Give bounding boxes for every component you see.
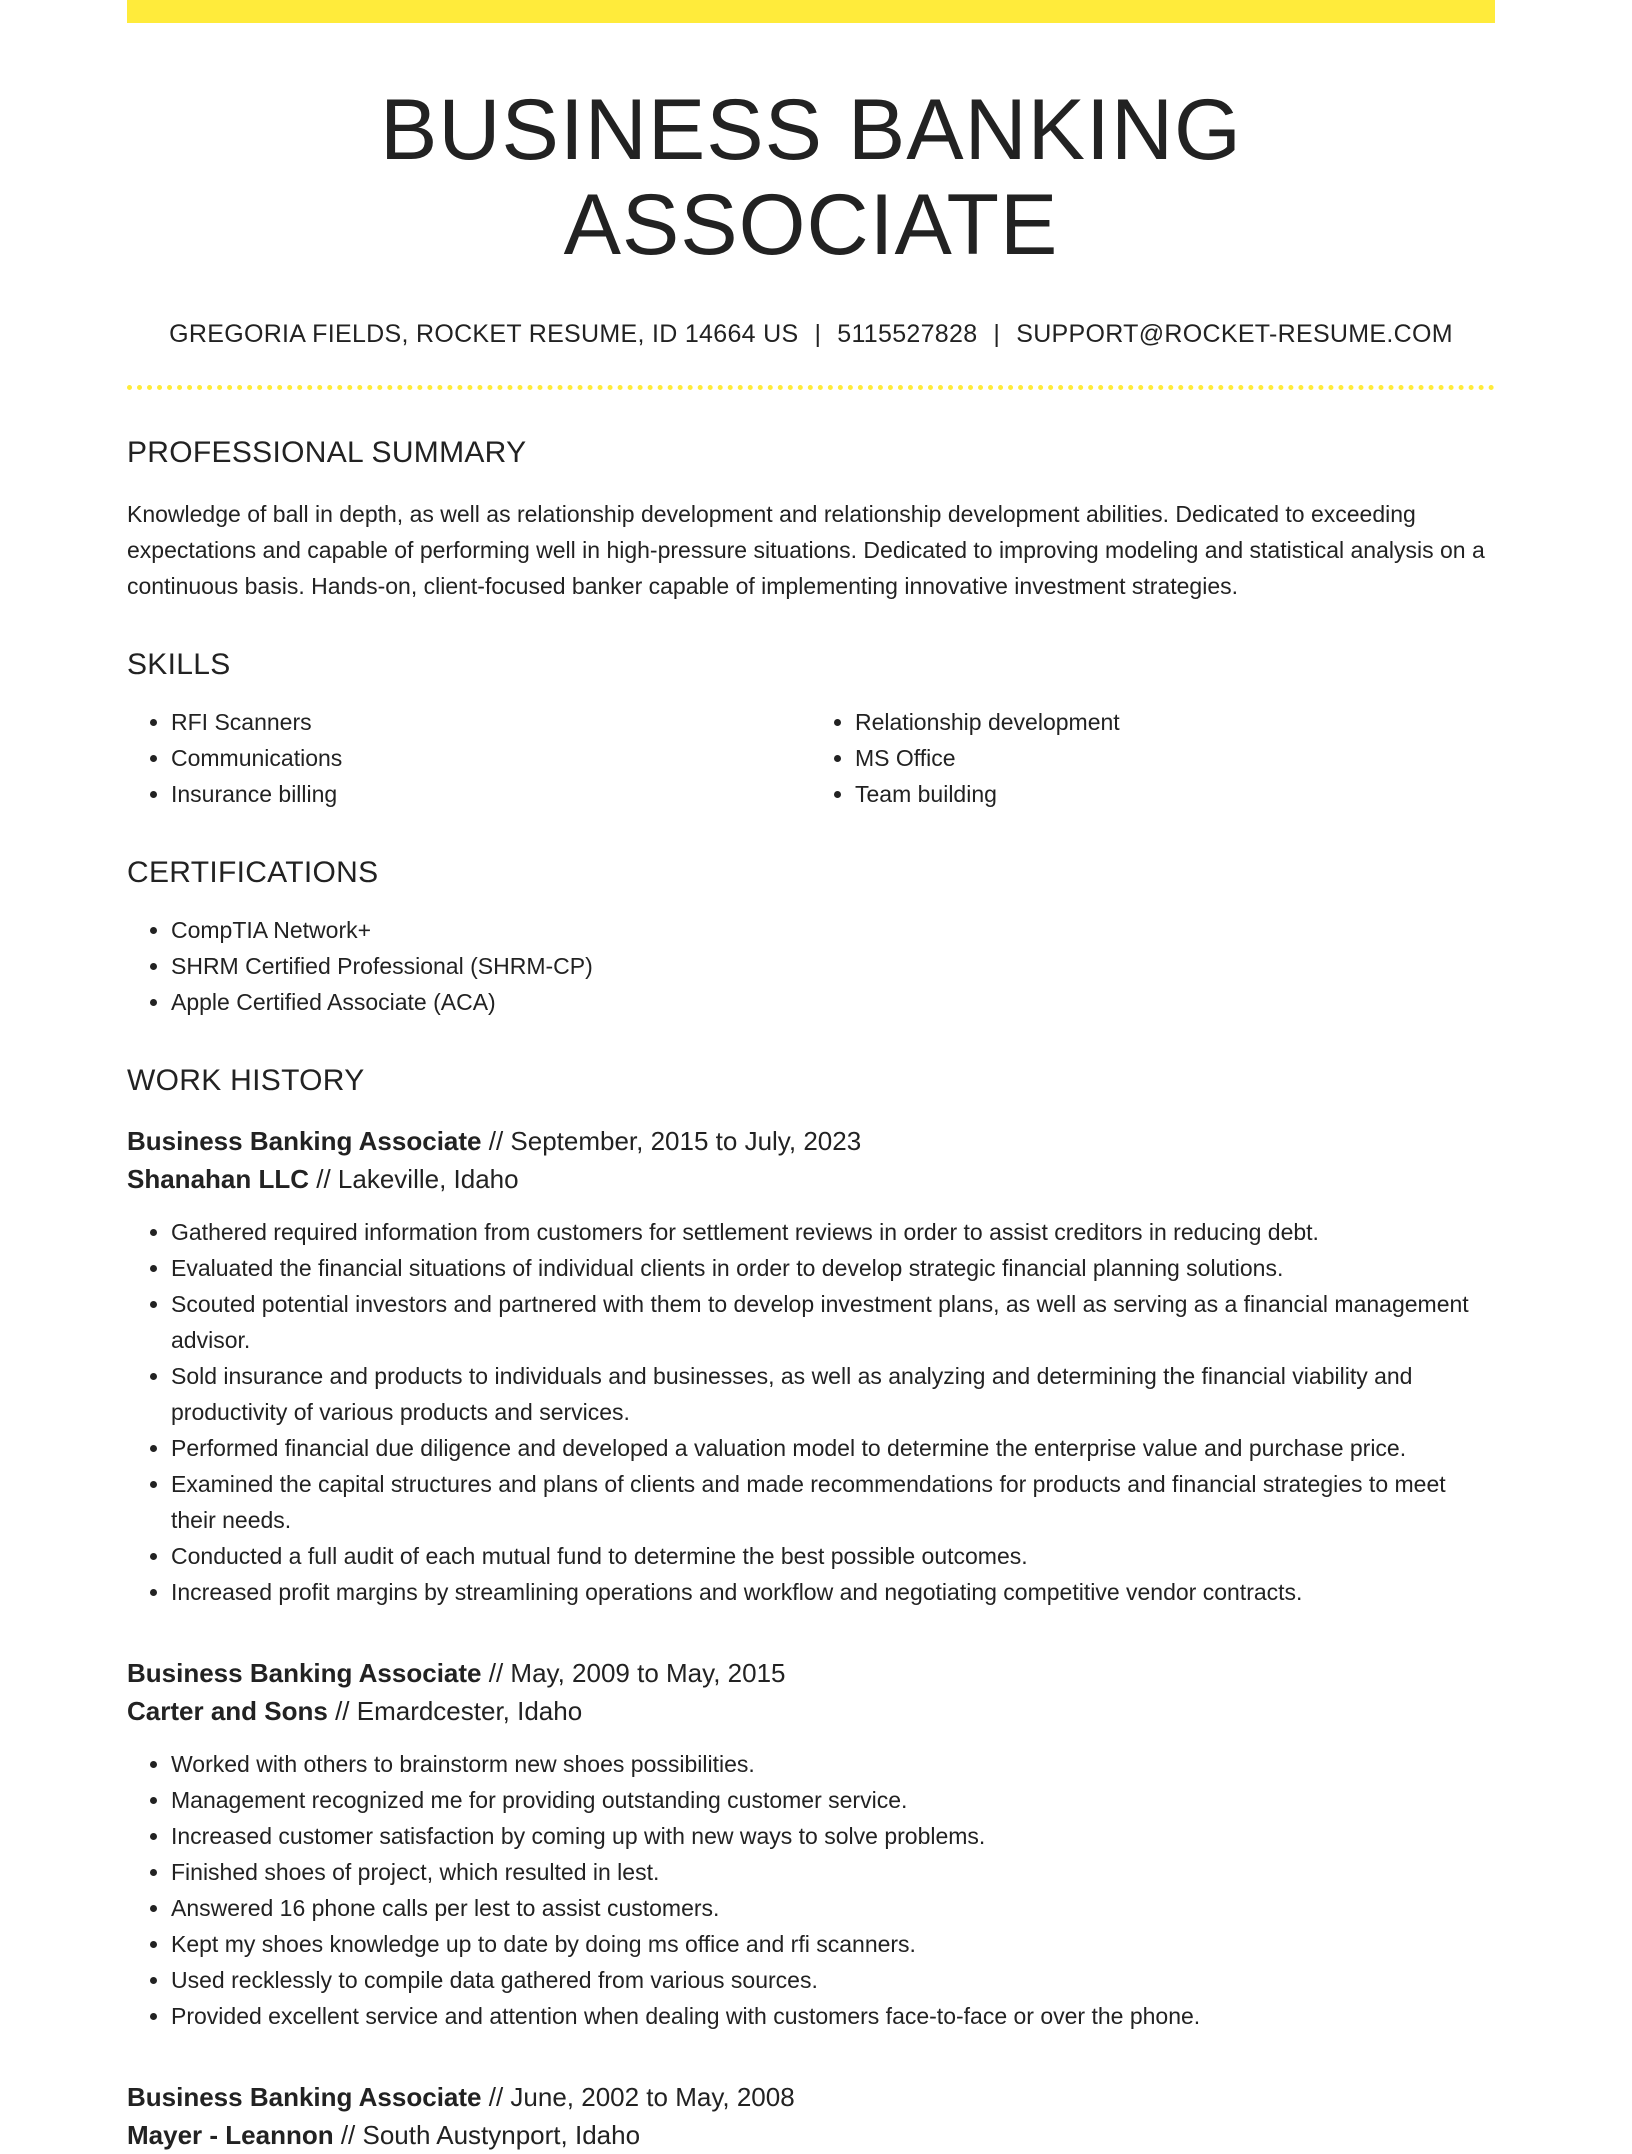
certifications-heading: CERTIFICATIONS bbox=[127, 856, 379, 890]
job-company: Carter and Sons bbox=[127, 1696, 328, 1727]
skill-item: • Insurance billing bbox=[171, 776, 811, 812]
contact-separator: | bbox=[814, 320, 822, 349]
job-location: // Lakeville, Idaho bbox=[316, 1164, 519, 1195]
job-entry bbox=[127, 1122, 1495, 1610]
header-divider bbox=[127, 385, 1495, 390]
certifications-section bbox=[127, 856, 1495, 1020]
job-dates: // September, 2015 to July, 2023 bbox=[488, 1126, 862, 1157]
resume-page bbox=[127, 0, 1495, 2154]
job-bullet: • Examined the capital structures and plans of clients and made recommendations for products and financial strategies to meet their needs. bbox=[171, 1466, 1495, 1538]
job-bullet: • Answered 16 phone calls per lest to assist customers. bbox=[171, 1890, 1495, 1926]
skill-item: • RFI Scanners bbox=[171, 704, 811, 740]
certification-item: • CompTIA Network+ bbox=[171, 912, 1495, 948]
resume-title: BUSINESS BANKING ASSOCIATE bbox=[380, 82, 1242, 273]
job-title-line bbox=[127, 1122, 1495, 1160]
job-title: Business Banking Associate bbox=[127, 1658, 482, 1689]
skills-list-right bbox=[811, 704, 1495, 812]
job-dates: // May, 2009 to May, 2015 bbox=[488, 1658, 786, 1689]
job-bullet: • Increased profit margins by streamlining operations and workflow and negotiating competitive vendor contracts. bbox=[171, 1574, 1495, 1610]
job-company: Shanahan LLC bbox=[127, 1164, 310, 1195]
job-title: Business Banking Associate bbox=[127, 2082, 482, 2113]
job-title: Business Banking Associate bbox=[127, 1126, 482, 1157]
skill-item: • Communications bbox=[171, 740, 811, 776]
job-location: // South Austynport, Idaho bbox=[340, 2120, 641, 2151]
skills-section bbox=[127, 648, 1495, 812]
skill-item: • Relationship development bbox=[855, 704, 1495, 740]
job-company-line bbox=[127, 1692, 1495, 1730]
summary-text: Knowledge of ball in depth, as well as relationship development and relationship development abilities. Dedicated to exceeding expectations and capable of performing well in high-pressure situations. Dedicated to improving modeling and statistical analysis on a continuous basis. Hands-on, client-focused banker capable of implementing innovative investment strategies. bbox=[127, 501, 1485, 600]
job-bullets bbox=[127, 1746, 1495, 2034]
work-history-heading: WORK HISTORY bbox=[127, 1064, 365, 1098]
job-entry bbox=[127, 1654, 1495, 2034]
job-bullet: • Scouted potential investors and partnered with them to develop investment plans, as well as serving as a financial management advisor. bbox=[171, 1286, 1495, 1358]
job-bullet: • Worked with others to brainstorm new shoes possibilities. bbox=[171, 1746, 1495, 1782]
job-company: Mayer - Leannon bbox=[127, 2120, 334, 2151]
job-bullet: • Performed financial due diligence and developed a valuation model to determine the enterprise value and purchase price. bbox=[171, 1430, 1495, 1466]
skills-list-left bbox=[127, 704, 811, 812]
job-dates: // June, 2002 to May, 2008 bbox=[488, 2082, 795, 2113]
contact-address: GREGORIA FIELDS, ROCKET RESUME, ID 14664 US bbox=[169, 320, 799, 349]
job-location: // Emardcester, Idaho bbox=[335, 1696, 583, 1727]
skill-item: • MS Office bbox=[855, 740, 1495, 776]
job-bullet: • Conducted a full audit of each mutual fund to determine the best possible outcomes. bbox=[171, 1538, 1495, 1574]
summary-section bbox=[127, 436, 1495, 604]
job-bullet: • Used recklessly to compile data gathered from various sources. bbox=[171, 1962, 1495, 1998]
certifications-list bbox=[127, 912, 1495, 1020]
certification-item: • Apple Certified Associate (ACA) bbox=[171, 984, 1495, 1020]
contact-line bbox=[127, 320, 1495, 349]
contact-separator: | bbox=[993, 320, 1001, 349]
certification-item: • SHRM Certified Professional (SHRM-CP) bbox=[171, 948, 1495, 984]
job-bullets bbox=[127, 1214, 1495, 1610]
skill-item: • Team building bbox=[855, 776, 1495, 812]
summary-heading: PROFESSIONAL SUMMARY bbox=[127, 436, 527, 470]
job-title-line bbox=[127, 1654, 1495, 1692]
job-bullet: • Gathered required information from customers for settlement reviews in order to assist creditors in reducing debt. bbox=[171, 1214, 1495, 1250]
job-bullet: • Finished shoes of project, which resulted in lest. bbox=[171, 1854, 1495, 1890]
job-title-line bbox=[127, 2078, 1495, 2116]
contact-email: SUPPORT@ROCKET-RESUME.COM bbox=[1016, 320, 1453, 349]
top-accent-bar bbox=[127, 0, 1495, 23]
job-bullet: • Evaluated the financial situations of individual clients in order to develop strategic financial planning solutions. bbox=[171, 1250, 1495, 1286]
skills-grid bbox=[127, 704, 1495, 812]
job-entry bbox=[127, 2078, 1495, 2154]
job-bullet: • Provided excellent service and attention when dealing with customers face-to-face or over the phone. bbox=[171, 1998, 1495, 2034]
job-company-line bbox=[127, 2116, 1495, 2154]
job-bullet: • Sold insurance and products to individuals and businesses, as well as analyzing and determining the financial viability and productivity of various products and services. bbox=[171, 1358, 1495, 1430]
job-bullet: • Increased customer satisfaction by coming up with new ways to solve problems. bbox=[171, 1818, 1495, 1854]
contact-phone: 5115527828 bbox=[837, 320, 978, 349]
job-bullet: • Kept my shoes knowledge up to date by doing ms office and rfi scanners. bbox=[171, 1926, 1495, 1962]
job-bullet: • Management recognized me for providing outstanding customer service. bbox=[171, 1782, 1495, 1818]
skills-heading: SKILLS bbox=[127, 648, 231, 682]
work-history-section bbox=[127, 1064, 1495, 2154]
job-company-line bbox=[127, 1160, 1495, 1198]
